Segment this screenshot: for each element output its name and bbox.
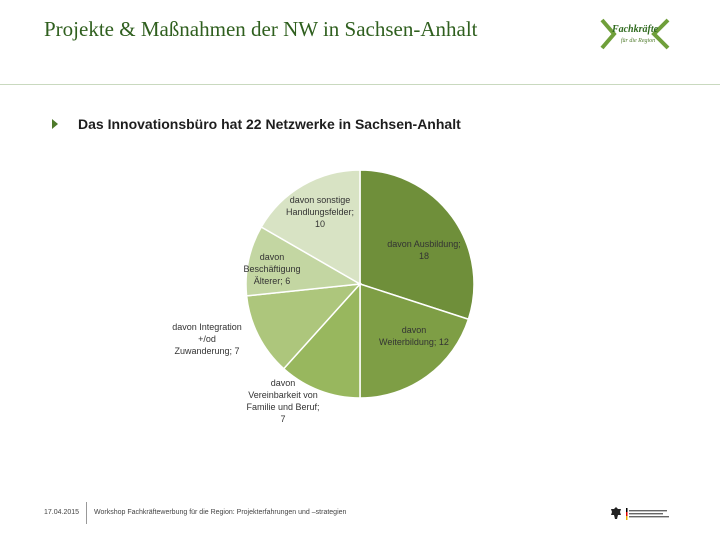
slice-label: davon Vereinbarkeit von Familie und Beruf; 7 [246,378,320,424]
footer-divider [86,502,87,524]
logo-subtext: für die Region [620,38,656,44]
federal-eagle-icon [610,506,622,520]
logo-text: Fachkräfte [611,24,659,35]
page-title: Projekte & Maßnahmen der NW in Sachsen-Anhalt [44,17,478,41]
slice-label: davon sonstige Handlungsfelder; 10 [285,195,355,229]
slice-label: davon Beschäftigung Älterer; 6 [243,252,301,286]
footer-date: 17.04.2015 [44,509,80,516]
slice-label: davon Integration +/od Zuwanderung; 7 [172,322,242,356]
bullet-text: Das Innovationsbüro hat 22 Netzwerke in Sachsen-Anhalt [78,116,461,132]
ministry-logo [626,508,670,520]
slice-label: davon Ausbildung; 18 [387,239,461,261]
slice-label: davon Weiterbildung; 12 [379,325,449,347]
footer-text: Workshop Fachkräftewerbung für die Region: Projekterfahrungen und –strategien [94,509,347,516]
